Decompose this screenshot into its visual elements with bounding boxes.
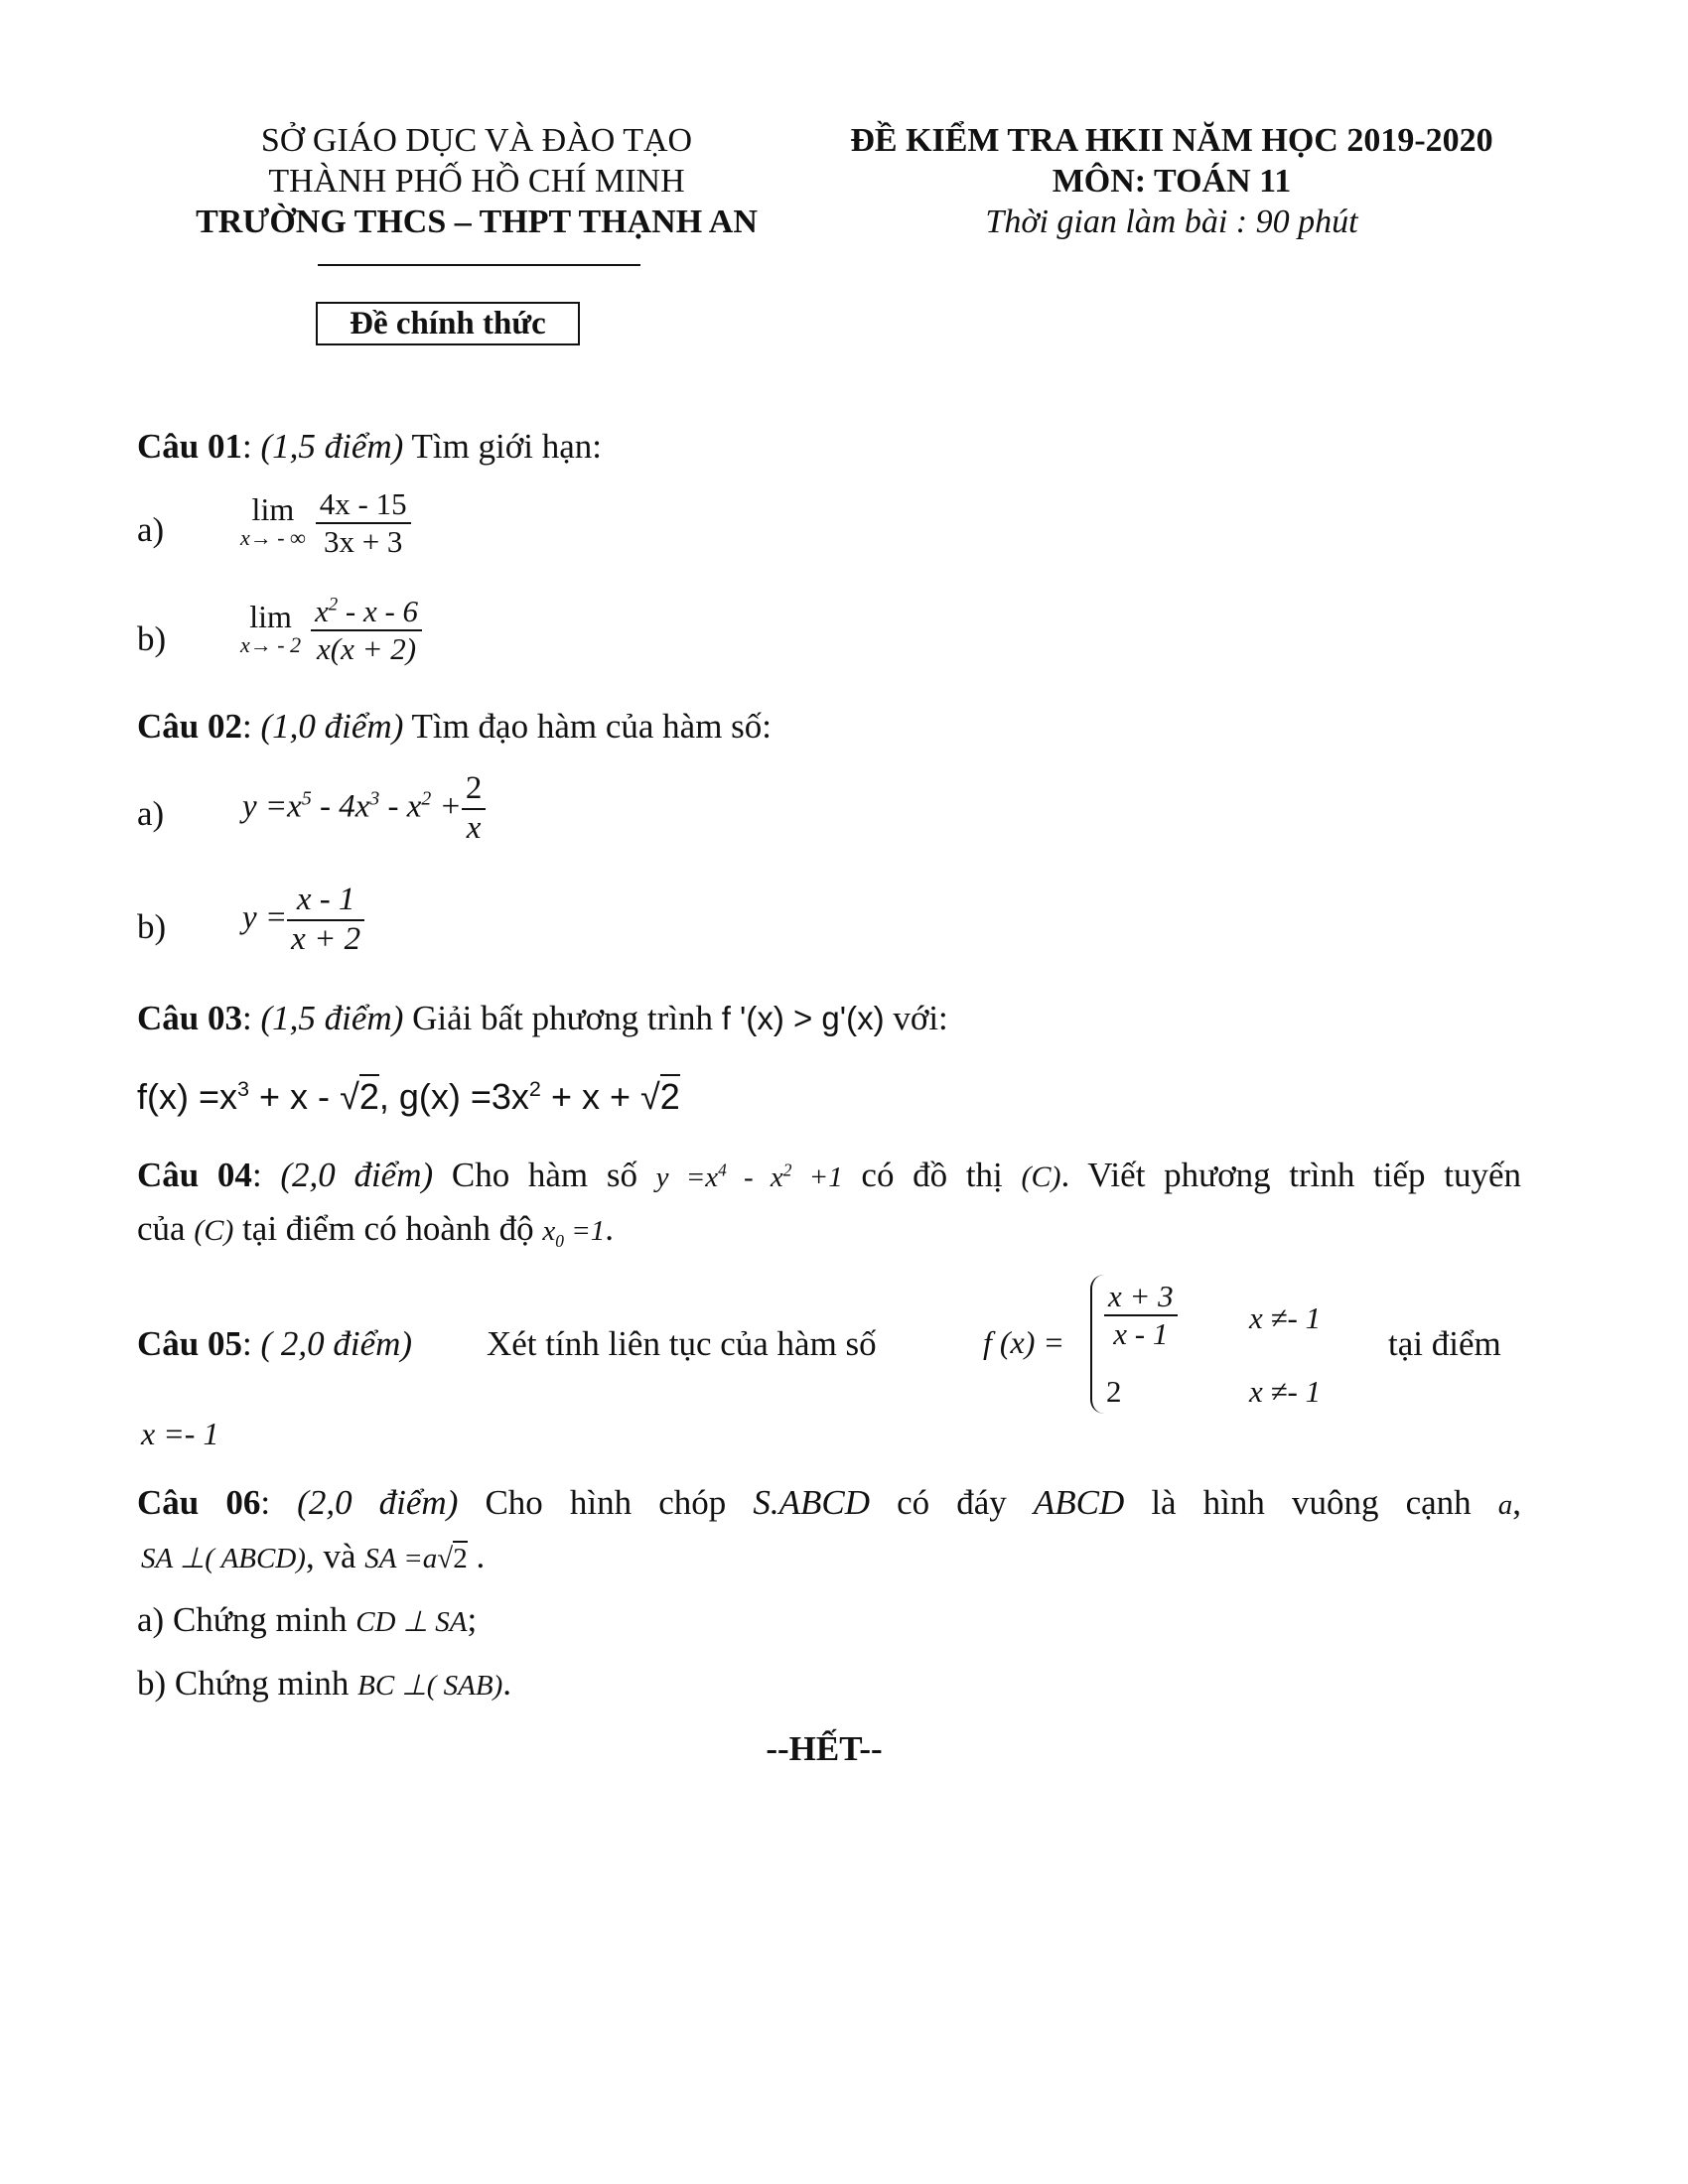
- question-6-line-1: Câu 06: (2,0 điểm) Cho hình chóp S.ABCD có đáy ABCD là hình vuông cạnh a,: [137, 1483, 1521, 1522]
- exam-title: ĐỀ KIỂM TRA HKII NĂM HỌC 2019-2020: [850, 122, 1493, 159]
- official-label: Đề chính thức: [316, 302, 580, 345]
- question-points: (2,0 điểm): [280, 1156, 434, 1194]
- question-1b-expression: [240, 594, 422, 666]
- question-text-end: với:: [893, 999, 948, 1037]
- question-3-heading: Câu 03: (1,5 điểm) Giải bất phương trình f '(x) > g'(x) với:: [137, 999, 948, 1037]
- question-text: Giải bất phương trình: [412, 999, 713, 1037]
- question-label: Câu 06: [137, 1483, 261, 1522]
- question-label: Câu 02: [137, 707, 242, 746]
- limit-operator: lim x→ - ∞: [240, 491, 306, 551]
- question-1-heading: Câu 01: (1,5 điểm) Tìm giới hạn:: [137, 427, 603, 466]
- question-points: (1,0 điểm: [260, 707, 392, 746]
- question-points: (1,5 điểm: [260, 999, 392, 1037]
- department-name: SỞ GIÁO DỤC VÀ ĐÀO TẠO: [260, 122, 693, 159]
- limit-operator: lim x→ - 2: [240, 599, 302, 658]
- fraction: $\frac{4x - 15}{3x + 3}$: [316, 486, 411, 559]
- school-name: TRƯỜNG THCS – THPT THẠNH AN: [196, 204, 758, 240]
- question-label: Câu 05: [137, 1324, 242, 1363]
- question-5-label: Câu 05: ( 2,0 điểm): [137, 1324, 413, 1363]
- question-label: Câu 01: [137, 427, 242, 466]
- question-2b-expression: y = $\frac{x - 1}{x + 2}$: [242, 882, 364, 959]
- subject: MÔN: TOÁN 11: [1052, 163, 1292, 200]
- question-3-functions: $f(x) =x^3 + x - √2$, $g(x) =3x^2 + x + √2$: [137, 1076, 680, 1117]
- time-limit: Thời gian làm bài : 90 phút: [985, 204, 1358, 240]
- sqrt-icon: √: [437, 1543, 454, 1574]
- question-4-line-2: của (C) tại điểm có hoành độ $x_0 =1$.: [137, 1209, 615, 1251]
- question-2a-expression: $y =x^5 - 4x^3 - x^2$ + $\frac{2}{x}$: [242, 770, 486, 848]
- question-5-text: Xét tính liên tục của hàm số: [487, 1324, 877, 1363]
- case-2-condition: x ≠- 1: [1249, 1374, 1322, 1409]
- city-name: THÀNH PHỐ HỒ CHÍ MINH: [268, 163, 685, 200]
- condition-perpendicular: SA ⊥( ABCD): [141, 1543, 306, 1574]
- fraction: $\frac{2}{x}$: [462, 770, 487, 848]
- question-6-line-2: SA ⊥( ABCD), và SA =a√2 .: [141, 1537, 486, 1575]
- question-5-point: x =- 1: [141, 1416, 219, 1451]
- question-4-line-1: Câu 04: (2,0 điểm) Cho hàm số $y =x^4 - x^2 +1$ có đồ thị (C). Viết phương trình tiếp tuyến: [137, 1156, 1521, 1194]
- question-text: Tìm giới hạn:: [411, 427, 603, 466]
- fraction: $\frac{x + 3}{x - 1}$: [1104, 1279, 1178, 1351]
- question-2a-label: a): [137, 794, 165, 833]
- sqrt-icon: √: [340, 1076, 359, 1117]
- question-points: (2,0 điểm): [297, 1483, 459, 1522]
- header-divider: [318, 264, 640, 266]
- abscissa: $x_0 =1$: [542, 1215, 606, 1251]
- question-6b: b) Chứng minh BC ⊥( SAB).: [137, 1664, 511, 1703]
- question-points: (1,5 điểm): [260, 427, 404, 466]
- question-1b-label: b): [137, 619, 167, 658]
- question-points: ( 2,0 điểm): [260, 1324, 413, 1363]
- condition-length: SA =a√2: [364, 1543, 468, 1574]
- question-1a-expression: [240, 486, 411, 559]
- question-text: Tìm đạo hàm của hàm số:: [411, 707, 773, 746]
- piecewise-case-2: 2: [1106, 1374, 1122, 1409]
- inequality: f '(x) > g'(x): [721, 1000, 885, 1036]
- question-1a-label: a): [137, 510, 165, 549]
- question-6a: a) Chứng minh CD ⊥ SA;: [137, 1600, 478, 1639]
- question-5-text-after: tại điểm: [1388, 1324, 1501, 1363]
- fraction: $\frac{x^2 - x - 6}{x(x + 2)}$: [311, 594, 422, 666]
- question-2-heading: Câu 02: (1,0 điểm) Tìm đạo hàm của hàm số:: [137, 707, 773, 746]
- question-2b-label: b): [137, 907, 167, 946]
- question-label: Câu 03: [137, 999, 242, 1037]
- question-label: Câu 04: [137, 1156, 252, 1194]
- function-expression: $y =x^4 - x^2 +1$: [655, 1160, 843, 1193]
- piecewise-case-1: [1104, 1279, 1178, 1351]
- sqrt-icon: √: [640, 1076, 660, 1117]
- fraction: $\frac{x - 1}{x + 2}$: [287, 882, 364, 959]
- piecewise-lhs: f (x) =: [983, 1324, 1064, 1360]
- end-mark: --HẾT--: [766, 1729, 883, 1768]
- case-1-condition: x ≠- 1: [1249, 1300, 1322, 1335]
